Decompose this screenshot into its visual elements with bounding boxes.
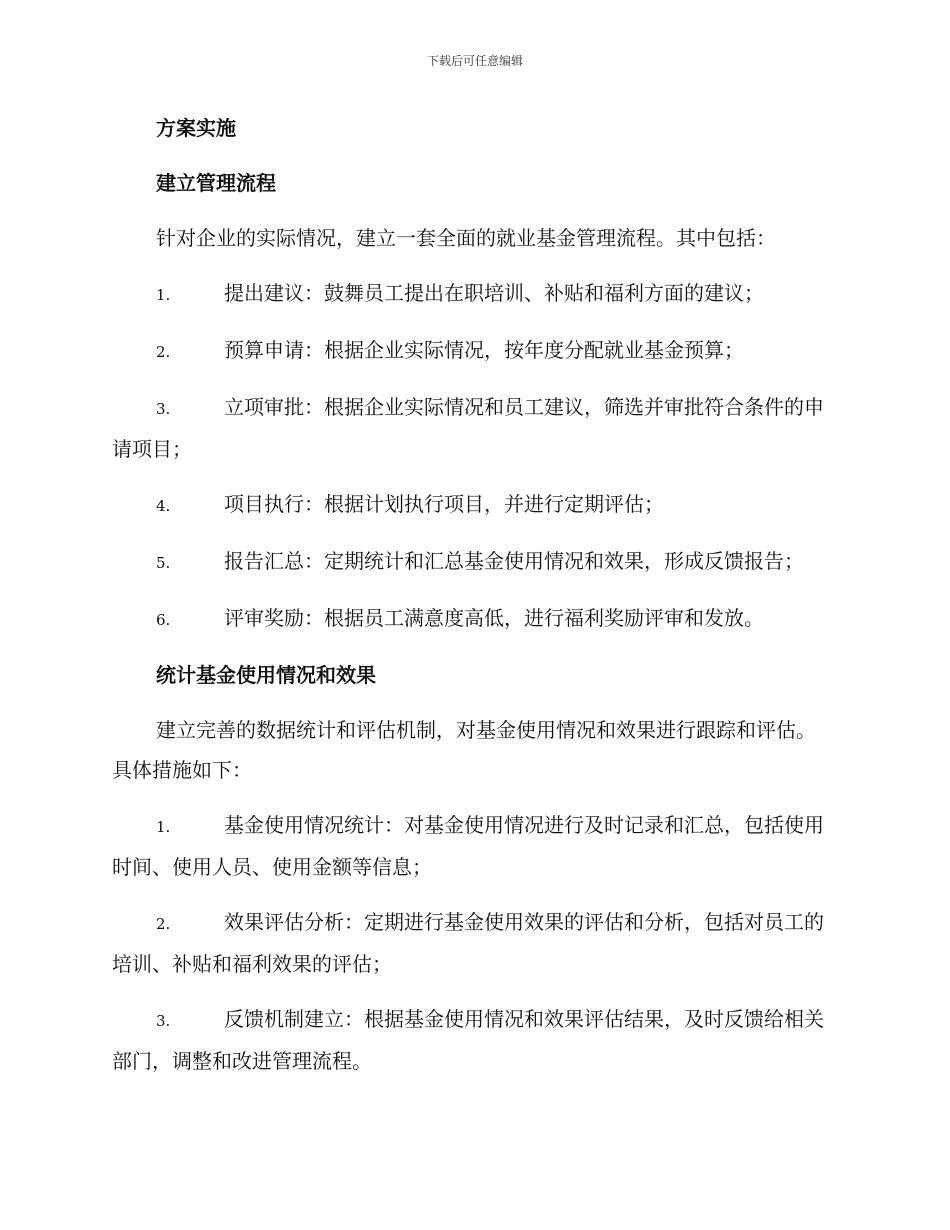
document-body — [112, 108, 832, 1096]
intro-paragraph: 建立完善的数据统计和评估机制，对基金使用情况和效果进行跟踪和评估。具体措施如下： — [112, 718, 816, 782]
page-header: 下载后可任意编辑 — [426, 54, 523, 68]
list-item — [112, 484, 832, 526]
list-text: 效果评估分析：定期进行基金使用效果的评估和分析，包括对员工的培训、补贴和福利效果的评估； — [112, 910, 824, 976]
list-number: 3. — [156, 400, 171, 418]
list-text: 立项审批：根据企业实际情况和员工建议，筛选并审批符合条件的申请项目； — [112, 395, 824, 461]
list-text: 反馈机制建立：根据基金使用情况和效果评估结果，及时反馈给相关部门，调整和改进管理流程。 — [112, 1007, 824, 1073]
list-number: 1. — [156, 818, 171, 836]
subsection-title: 建立管理流程 — [156, 171, 276, 195]
list-text: 预算申请：根据企业实际情况，按年度分配就业基金预算； — [224, 338, 744, 362]
list-text: 提出建议：鼓舞员工提出在职培训、补贴和福利方面的建议； — [224, 281, 764, 305]
list-number: 6. — [156, 611, 171, 629]
list-text: 评审奖励：根据员工满意度高低，进行福利奖励评审和发放。 — [224, 606, 764, 630]
list-number: 2. — [156, 915, 171, 933]
subsection-title: 统计基金使用情况和效果 — [156, 663, 376, 687]
list-item — [112, 999, 832, 1081]
list-number: 5. — [156, 554, 171, 572]
list-item — [112, 805, 832, 887]
section-title: 方案实施 — [156, 116, 236, 140]
list-item — [112, 902, 832, 984]
list-item — [112, 541, 832, 583]
list-number: 2. — [156, 343, 171, 361]
list-item — [112, 330, 832, 372]
list-number: 4. — [156, 497, 171, 515]
list-item — [112, 273, 832, 315]
list-item — [112, 598, 832, 640]
list-text: 项目执行：根据计划执行项目，并进行定期评估； — [224, 492, 664, 516]
list-number: 3. — [156, 1012, 171, 1030]
intro-paragraph: 针对企业的实际情况，建立一套全面的就业基金管理流程。其中包括： — [156, 226, 776, 250]
list-text: 基金使用情况统计：对基金使用情况进行及时记录和汇总，包括使用时间、使用人员、使用金额等信息； — [112, 813, 824, 879]
list-number: 1. — [156, 286, 171, 304]
list-item — [112, 387, 832, 469]
list-text: 报告汇总：定期统计和汇总基金使用情况和效果，形成反馈报告； — [224, 549, 804, 573]
